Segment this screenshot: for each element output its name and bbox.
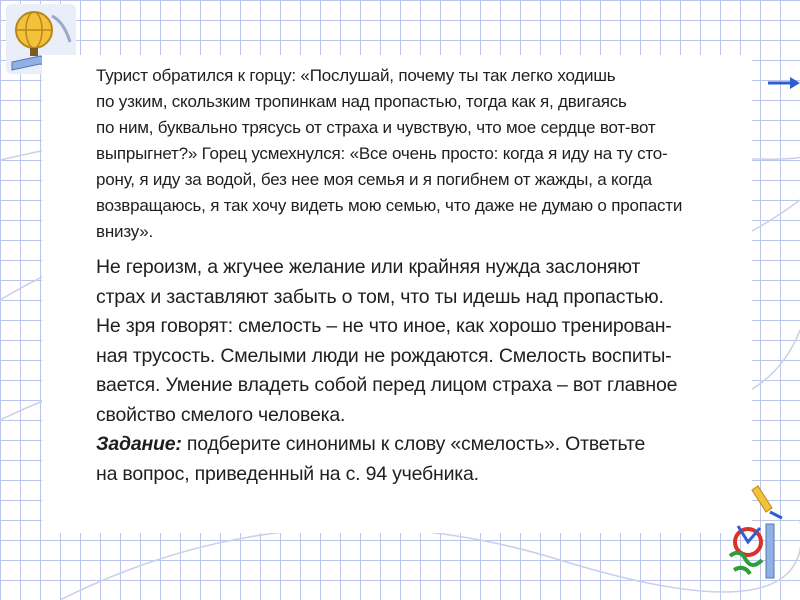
text-line: Не зря говорят: смелость – не что иное, как хорошо тренирован- xyxy=(96,315,672,337)
task-label: Задание: xyxy=(96,433,182,455)
text-line: возвращаюсь, я так хочу видеть мою семью, что даже не думаю о пропасти xyxy=(96,196,683,215)
text-line: по узким, скользким тропинкам над пропастью, тогда как я, двигаясь xyxy=(96,92,627,111)
task-line xyxy=(96,430,734,460)
text-line: страх и заставляют забыть о том, что ты идешь над пропастью. xyxy=(96,285,664,308)
text-line: по ним, буквально трясусь от страха и чувствую, что мое сердце вот-вот xyxy=(96,118,656,137)
text-line: Турист обратился к горцу: «Послушай, почему ты так легко ходишь xyxy=(96,66,616,85)
task-paragraph xyxy=(96,430,734,489)
text-line: рону, я иду за водой, без нее моя семья и я погибнем от жажды, а когда xyxy=(96,170,652,189)
text-line: свойство смелого человека. xyxy=(96,403,346,426)
text-line: Не героизм, а жгучее желание или крайняя нужда заслоняют xyxy=(96,256,641,278)
text-line: вается. Умение владеть собой перед лицом страха – вот главное xyxy=(96,374,678,396)
text-line: внизу». xyxy=(96,222,153,241)
task-line: на вопрос, приведенный на с. 94 учебника. xyxy=(96,462,479,485)
text-line: выпрыгнет?» Горец усмехнулся: «Все очень просто: когда я иду на ту сто- xyxy=(96,144,668,163)
task-text: подберите синонимы к слову «смелость». Ответьте xyxy=(181,433,646,455)
arrow-icon xyxy=(768,76,800,90)
story-paragraph xyxy=(96,63,734,245)
pencil-ruler-icon xyxy=(716,484,786,584)
text-card xyxy=(42,55,752,533)
conclusion-paragraph xyxy=(96,253,734,430)
text-line: ная трусость. Смелыми люди не рождаются. Смелость воспиты- xyxy=(96,344,672,367)
